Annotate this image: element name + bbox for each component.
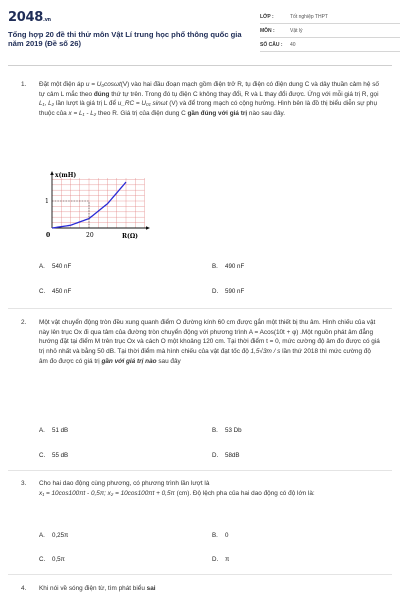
question-number: 2. bbox=[21, 319, 27, 326]
option-letter: D. bbox=[212, 288, 219, 295]
option-letter: C. bbox=[39, 288, 46, 295]
option-letter: B. bbox=[212, 532, 218, 539]
x-axis-label: R(Ω) bbox=[122, 233, 139, 240]
formula: x₁ = 10cos100πt - 0,5π; x₂ = 10cos100πt + 0,5π bbox=[39, 489, 175, 497]
question-number: 4. bbox=[21, 585, 27, 592]
meta-key: SỐ CÂU : bbox=[260, 41, 283, 48]
stem-text: thứ tự trên. Trong đó tụ điện C không thay đổi, R và L thay đổi được. Ứng với mỗi giá trị R, gọi bbox=[109, 90, 379, 98]
question-divider bbox=[8, 470, 392, 471]
meta-value: Vật lý bbox=[290, 27, 303, 34]
stem-emphasis: gần với giá trị nào bbox=[101, 357, 157, 365]
document-title: Tổng hợp 20 đề thi thử môn Vật Lí trung học phổ thông quốc gia năm 2019 (Đề số 26) bbox=[8, 30, 242, 49]
stem-text: (cm). Độ lệch pha của hai dao động có độ lớn là: bbox=[174, 489, 315, 497]
stem-text: Đặt một điện áp bbox=[39, 81, 86, 88]
option-a[interactable] bbox=[39, 427, 68, 434]
meta-value: 40 bbox=[290, 41, 296, 48]
meta-key: LỚP : bbox=[260, 13, 274, 20]
stem-text: nào sau đây. bbox=[247, 110, 286, 118]
option-b[interactable] bbox=[212, 263, 244, 270]
meta-row-subject bbox=[260, 24, 400, 38]
question-1 bbox=[8, 80, 392, 175]
logo-suffix: .vn bbox=[42, 17, 51, 23]
stem-text: theo R. Giá trị của điện dung C bbox=[96, 110, 188, 118]
y-tick-label: 1 bbox=[45, 198, 49, 205]
option-d[interactable] bbox=[212, 556, 229, 563]
logo-text: 2048 bbox=[8, 10, 43, 25]
option-text: 540 nF bbox=[52, 263, 72, 270]
option-letter: C. bbox=[39, 452, 46, 459]
option-letter: A. bbox=[39, 427, 45, 434]
y-axis-label: x(mH) bbox=[55, 172, 77, 179]
stem-text: Khi nói về sóng điện từ, tìm phát biểu bbox=[39, 585, 147, 592]
option-c[interactable] bbox=[39, 288, 71, 295]
option-text: π bbox=[225, 556, 230, 563]
stem-emphasis: gần đúng với giá trị bbox=[187, 110, 248, 118]
formula: L₁, L₂ bbox=[39, 100, 55, 108]
x-tick-label: 20 bbox=[86, 232, 94, 239]
option-text: 590 nF bbox=[225, 288, 245, 295]
option-text: 490 nF bbox=[225, 263, 245, 270]
site-logo[interactable] bbox=[8, 10, 51, 25]
option-letter: B. bbox=[212, 427, 218, 434]
option-a[interactable] bbox=[39, 532, 68, 539]
formula: u_RC = U₀₁ sinωt bbox=[117, 100, 168, 108]
option-text: 0,5π bbox=[52, 556, 65, 563]
option-letter: B. bbox=[212, 263, 218, 270]
document-header bbox=[8, 10, 392, 56]
x-tick-label: 0 bbox=[46, 232, 51, 239]
stem-text: (V) vào hai đầu đoạn mạch gồm điện trở R, tụ điện có điện dung C và dây thuần cảm hệ số tự cảm L mắc theo bbox=[39, 81, 379, 98]
stem-emphasis: đúng bbox=[93, 90, 110, 98]
document-meta bbox=[260, 10, 400, 52]
question-4 bbox=[8, 584, 392, 596]
meta-key: MÔN : bbox=[260, 27, 275, 34]
question-divider bbox=[8, 574, 392, 575]
option-a[interactable] bbox=[39, 263, 71, 270]
question-stem bbox=[39, 318, 381, 367]
stem-text: sau đây bbox=[156, 357, 181, 365]
stem-text: lần thứ 2018 thì mức cường độ âm đo được có giá trị bbox=[39, 348, 371, 365]
formula: x = L₁ - L₂ bbox=[68, 110, 97, 118]
stem-emphasis: sai bbox=[146, 585, 156, 592]
option-text: 51 dB bbox=[52, 427, 69, 434]
x-vs-r-chart bbox=[42, 170, 152, 245]
option-text: 0,25π bbox=[52, 532, 69, 539]
question-divider bbox=[8, 308, 392, 309]
stem-text: lần lượt là giá trị L để bbox=[54, 100, 118, 108]
question-number: 3. bbox=[21, 480, 27, 487]
stem-text: Một vật chuyển động tròn đều xung quanh điểm O đường kính 60 cm được gắn một thiết bị thu âm. Hình chiếu của vật này lên trục Ox đi qua tâm của đường tròn chuyển động với phương trình A = Acos(10t + φ) .Một nguồn phát âm đẳng hướng đặt tại điểm M trên trục Ox và cách O một khoảng 120 cm. Tại thời điểm t = 0, mức cường độ âm đo được có giá trị nhỏ nhất và bằng 50 dB. Tại thời điểm mà hình chiếu của vật đạt tốc độ bbox=[39, 319, 380, 356]
question-3 bbox=[8, 479, 392, 519]
option-letter: D. bbox=[212, 556, 219, 563]
question-2 bbox=[8, 318, 392, 413]
header-divider bbox=[8, 65, 392, 66]
stem-text: (V) và để trong mạch có cộng hưởng. Hình bên là đồ thị biểu diễn sự phụ thuộc của bbox=[39, 100, 377, 118]
formula: 1,5√3m / s bbox=[250, 348, 281, 356]
option-letter: D. bbox=[212, 452, 219, 459]
meta-value: Tốt nghiệp THPT bbox=[290, 13, 328, 20]
option-d[interactable] bbox=[212, 288, 244, 295]
question-number: 1. bbox=[21, 81, 27, 88]
option-b[interactable] bbox=[212, 532, 228, 539]
option-text: 53 Db bbox=[225, 427, 242, 434]
option-b[interactable] bbox=[212, 427, 242, 434]
meta-row-class bbox=[260, 10, 400, 24]
stem-text: Cho hai dao động cùng phương, có phương trình lần lượt là bbox=[39, 480, 210, 487]
question-stem bbox=[39, 584, 381, 594]
option-letter: C. bbox=[39, 556, 46, 563]
option-d[interactable] bbox=[212, 452, 239, 459]
option-text: 58dB bbox=[225, 452, 240, 459]
chart-grid bbox=[52, 178, 145, 228]
option-c[interactable] bbox=[39, 452, 68, 459]
meta-row-count bbox=[260, 38, 400, 52]
formula: u = U₀cosωt bbox=[85, 81, 121, 88]
option-letter: A. bbox=[39, 532, 45, 539]
y-axis-arrow-icon bbox=[50, 171, 54, 175]
option-text: 55 dB bbox=[52, 452, 69, 459]
question-stem bbox=[39, 80, 381, 119]
x-axis-arrow-icon bbox=[146, 226, 150, 230]
option-c[interactable] bbox=[39, 556, 65, 563]
option-letter: A. bbox=[39, 263, 45, 270]
question-stem bbox=[39, 479, 381, 498]
option-text: 0 bbox=[225, 532, 229, 539]
option-text: 450 nF bbox=[52, 288, 72, 295]
